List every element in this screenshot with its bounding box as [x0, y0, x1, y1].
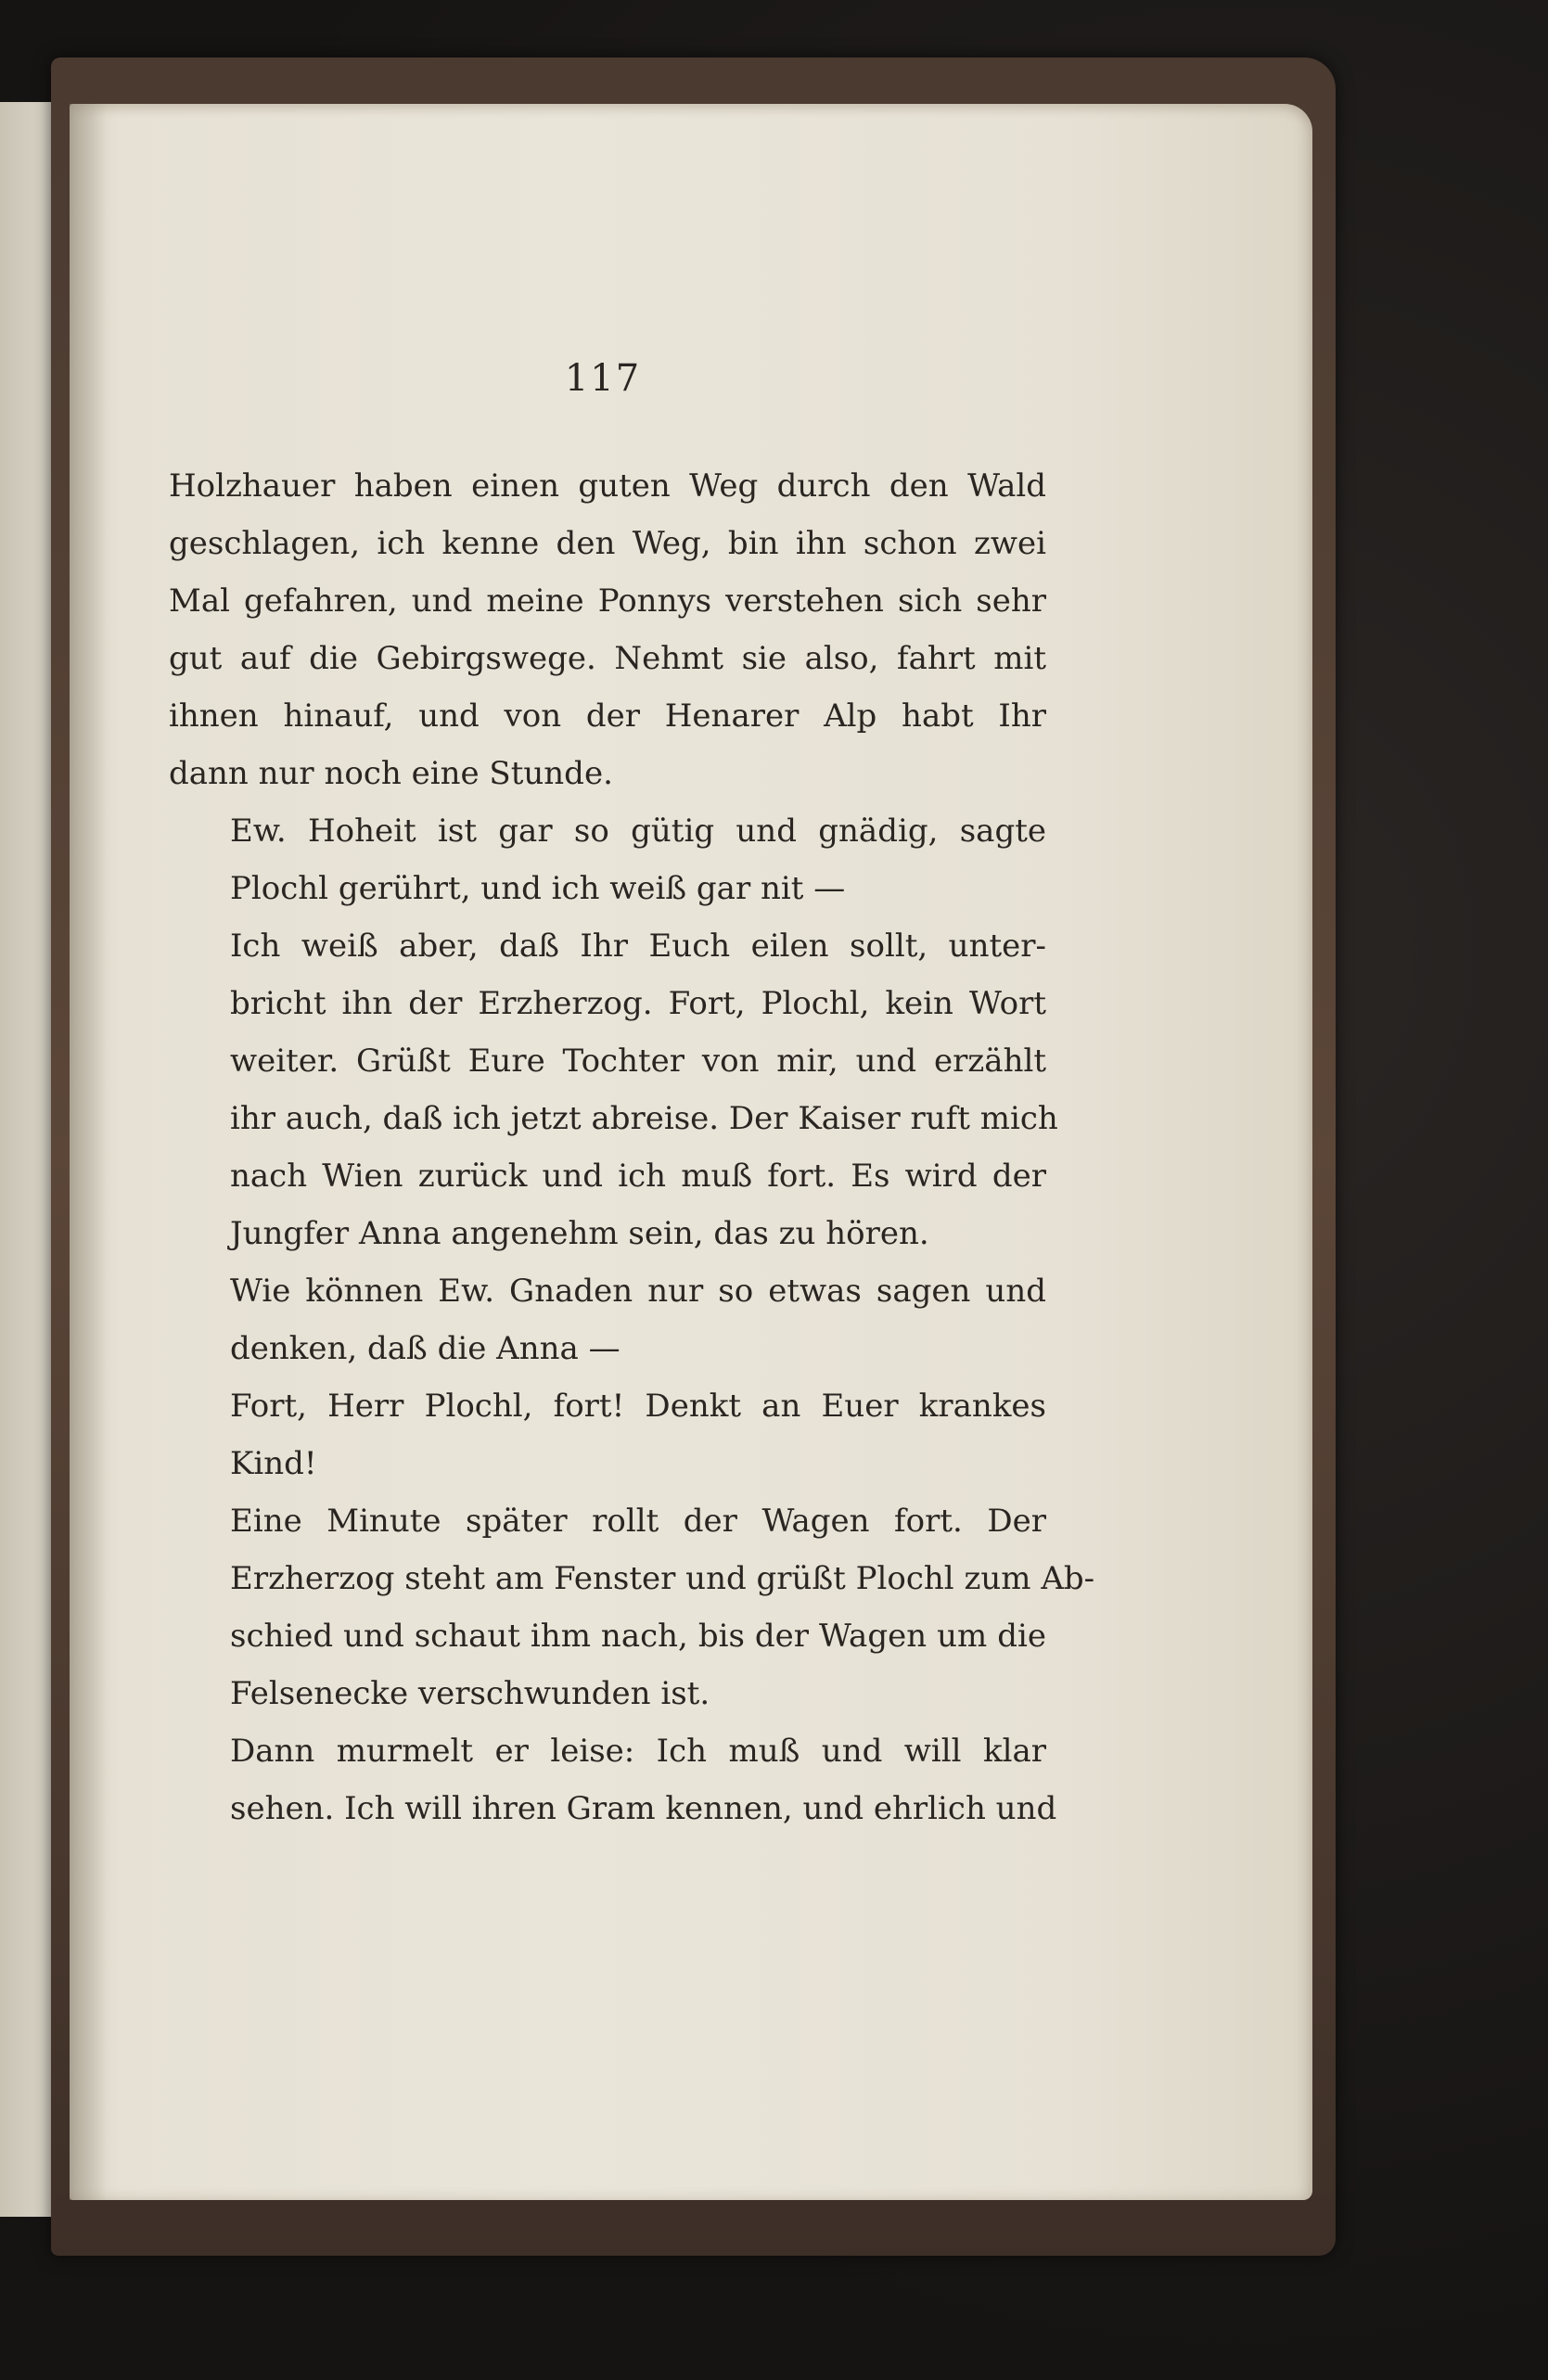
text-line: geschlagen, ich kenne den Weg, bin ihn schon zwei	[169, 525, 1046, 562]
paragraph	[169, 457, 1046, 802]
text-line: Felsenecke verschwunden ist.	[230, 1675, 710, 1712]
text-line: Holzhauer haben einen guten Weg durch den Wald	[169, 467, 1046, 505]
paragraph	[169, 917, 1058, 1262]
text-line: gut auf die Gebirgswege. Nehmt sie also, fahrt mit	[169, 640, 1046, 677]
paragraph	[169, 1377, 1046, 1492]
text-line: schied und schaut ihm nach, bis der Wagen um die	[230, 1618, 1046, 1655]
text-line: Mal gefahren, und meine Ponnys verstehen sich sehr	[169, 582, 1046, 620]
text-line: Kind!	[230, 1445, 317, 1482]
text-line: Erzherzog steht am Fenster und grüßt Plochl zum Ab-	[230, 1560, 1095, 1597]
text-line: dann nur noch eine Stunde.	[169, 755, 613, 792]
text-line: denken, daß die Anna —	[230, 1330, 620, 1367]
text-line: bricht ihn der Erzherzog. Fort, Plochl, kein Wort	[230, 985, 1046, 1022]
text-line: sehen. Ich will ihren Gram kennen, und ehrlich und	[230, 1790, 1057, 1827]
text-line: ihnen hinauf, und von der Henarer Alp habt Ihr	[169, 697, 1046, 735]
text-line: Wie können Ew. Gnaden nur so etwas sagen und	[230, 1273, 1046, 1310]
page-gutter	[70, 104, 107, 2200]
text-line: Eine Minute später rollt der Wagen fort. Der	[230, 1503, 1046, 1540]
text-line: Ew. Hoheit ist gar so gütig und gnädig, sagte	[230, 813, 1046, 850]
text-line: weiter. Grüßt Eure Tochter von mir, und erzählt	[230, 1043, 1046, 1080]
text-line: ihr auch, daß ich jetzt abreise. Der Kaiser ruft mich	[230, 1100, 1058, 1137]
paragraph	[169, 1722, 1057, 1837]
text-line: Fort, Herr Plochl, fort! Denkt an Euer krankes	[230, 1388, 1046, 1425]
body-text	[169, 457, 1095, 1837]
text-line: Ich weiß aber, daß Ihr Euch eilen sollt, unter-	[230, 928, 1046, 965]
text-line: Dann murmelt er leise: Ich muß und will klar	[230, 1733, 1046, 1770]
text-line: Plochl gerührt, und ich weiß gar nit —	[230, 870, 846, 907]
paragraph	[169, 802, 1046, 917]
text-line: Jungfer Anna angenehm sein, das zu hören.	[230, 1215, 929, 1252]
paragraph	[169, 1492, 1095, 1722]
text-line: nach Wien zurück und ich muß fort. Es wird der	[230, 1158, 1046, 1195]
page-number: 117	[564, 357, 642, 400]
paragraph	[169, 1262, 1046, 1377]
